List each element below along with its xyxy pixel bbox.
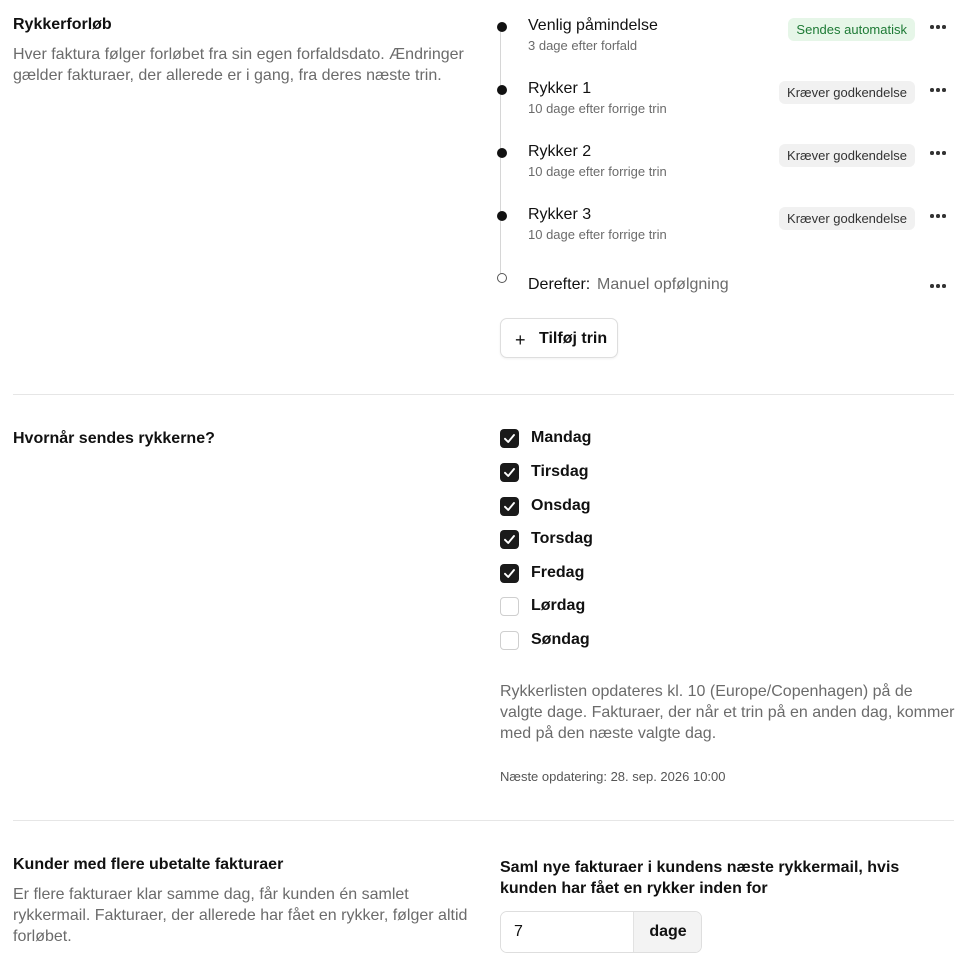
status-badge: Kræver godkendelse [779,144,915,167]
more-options-icon[interactable] [928,20,948,34]
status-badge: Sendes automatisk [788,18,915,41]
weekday-checkbox-row[interactable] [500,429,700,449]
next-update: Næste opdatering: 28. sep. 2026 10:00 [500,769,726,784]
weekday-label: Tirsdag [531,463,589,480]
days-suffix: dage [633,912,702,952]
step-row [497,207,957,247]
step-subtitle: 10 dage efter forrige trin [528,101,667,116]
status-badge: Kræver godkendelse [779,207,915,230]
check-icon [503,466,516,479]
step-row [497,18,957,58]
checkbox[interactable] [500,497,519,516]
checkbox[interactable] [500,564,519,583]
step-title: Rykker 3 [528,206,592,223]
weekday-label: Onsdag [531,497,591,514]
check-icon [503,567,516,580]
weekday-label: Torsdag [531,530,593,547]
weekday-label: Mandag [531,429,592,446]
days-input[interactable] [501,912,633,952]
add-step-button[interactable] [500,318,618,358]
divider [13,820,954,821]
step-subtitle: 3 dage efter forfald [528,38,638,53]
section-title: Hvornår sendes rykkerne? [13,430,215,447]
step-title: Rykker 1 [528,80,592,97]
step-dot [497,85,507,95]
step-dot [497,22,507,32]
step-subtitle: 10 dage efter forrige trin [528,227,667,242]
step-subtitle: 10 dage efter forrige trin [528,164,667,179]
divider [13,394,954,395]
more-options-icon[interactable] [928,279,948,293]
section-description: Er flere fakturaer klar samme dag, får kunden én samlet rykkermail. Fakturaer, der allerede har fået en rykker, følger altid forløbet. [13,886,468,945]
days-input-group [500,911,702,953]
checkbox[interactable] [500,463,519,482]
weekday-checkbox-row[interactable] [500,463,700,483]
step-dot-hollow [497,273,507,283]
check-icon [503,500,516,513]
more-options-icon[interactable] [928,146,948,160]
checkbox[interactable] [500,631,519,650]
checkbox[interactable] [500,597,519,616]
weekday-checkbox-row[interactable] [500,530,700,550]
step-title: Rykker 2 [528,143,592,160]
step-row [497,81,957,121]
section-title: Rykkerforløb [13,16,112,33]
field-label: Saml nye fakturaer i kundens næste rykkermail, hvis kunden har fået en rykker inden for [500,859,900,897]
weekday-checkbox-row[interactable] [500,597,700,617]
step-row-after [497,277,957,317]
step-title: Venlig påmindelse [528,17,658,34]
weekday-label: Lørdag [531,597,586,614]
status-badge: Kræver godkendelse [779,81,915,104]
after-value: Manuel opfølgning [597,276,729,293]
step-row [497,144,957,184]
schedule-info: Rykkerlisten opdateres kl. 10 (Europe/Copenhagen) på de valgte dage. Fakturaer, der når et trin på en anden dag, kommer med på den næste valgte dag. [500,683,955,742]
after-label: Derefter: [528,276,591,293]
section-title: Kunder med flere ubetalte fakturaer [13,856,284,873]
plus-icon: + [515,330,526,350]
step-dot [497,148,507,158]
checkbox[interactable] [500,429,519,448]
more-options-icon[interactable] [928,83,948,97]
more-options-icon[interactable] [928,209,948,223]
weekday-checkbox-row[interactable] [500,497,700,517]
add-step-label: Tilføj trin [539,330,608,347]
checkbox[interactable] [500,530,519,549]
step-dot [497,211,507,221]
weekday-checkbox-row[interactable] [500,631,700,651]
weekday-label: Søndag [531,631,590,648]
check-icon [503,432,516,445]
weekday-label: Fredag [531,564,585,581]
check-icon [503,533,516,546]
weekday-checkbox-row[interactable] [500,564,700,584]
section-description: Hver faktura følger forløbet fra sin egen forfaldsdato. Ændringer gælder fakturaer, der allerede er i gang, fra deres næste trin. [13,46,464,84]
